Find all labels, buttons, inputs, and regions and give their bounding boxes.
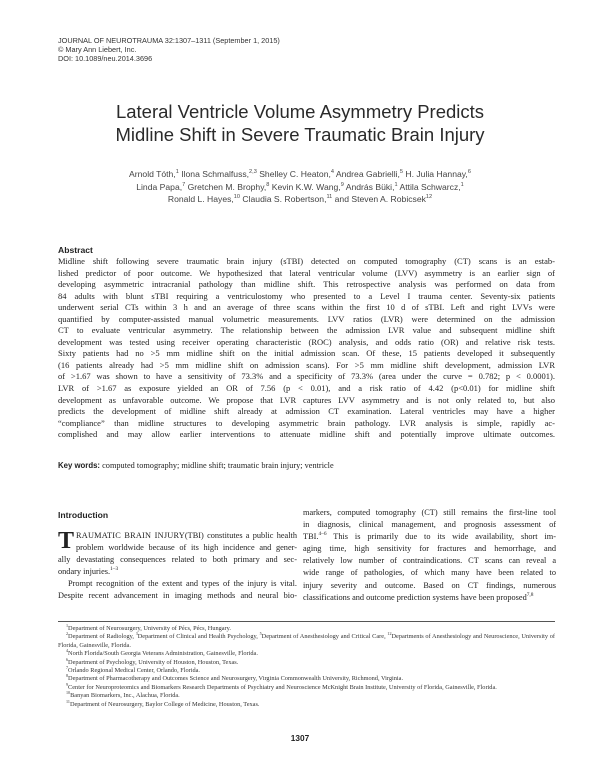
abstract-line: quantified by computer-assisted manual volumetric measurements. LVV ratios (LVR) were determined on the admission — [58, 313, 555, 324]
author-name: Gretchen M. Brophy, — [187, 181, 267, 192]
abstract-text — [58, 256, 555, 441]
affiliation-ref: 11 — [326, 194, 333, 201]
footnote-ref: 7 — [66, 664, 69, 670]
text-line — [303, 531, 556, 543]
footnote-text: Department of Radiology, — [68, 633, 136, 641]
abstract-line: lished predictor of poor outcome. We hypothesized that lateral ventricular volume (LVV) asymmetry is an earlier sign of — [58, 267, 555, 278]
journal-header — [58, 36, 280, 64]
author — [346, 182, 398, 192]
abstract-line: CT to evaluate ventricular asymmetry. The relationship between the admission LVR value and subsequent midline shift — [58, 325, 555, 336]
text-line: in diagnosis, clinical management, and prognosis assessment of — [303, 520, 556, 530]
page-number: 1307 — [290, 733, 310, 743]
author-name: Ilona Schmalfuss, — [181, 169, 250, 179]
affiliation-ref: 1 — [460, 181, 464, 188]
footnote-ref: 2 — [66, 631, 69, 637]
author-name: Kevin K.W. Wang, — [271, 181, 341, 192]
text-line: markers, computed tomography (CT) still remains the first-line tool — [303, 508, 556, 517]
citation-ref: 7,8 — [526, 591, 534, 598]
footnote-ref: 4 — [66, 648, 69, 654]
text-line — [58, 566, 297, 578]
footnote — [58, 656, 555, 667]
footnote-ref: 11 — [66, 698, 70, 704]
author-line — [0, 193, 600, 206]
abstract-line: predicts the development of midline shift already at admission CT examination. Lateral ventricles may have a higher — [58, 406, 555, 417]
text-line: ally devastating consequences related to both primary and sec- — [58, 555, 297, 565]
author-list — [0, 168, 600, 206]
text-line: Despite recent advancement in imaging methods and neural bio- — [58, 591, 297, 601]
author-name: H. Julia Hannay, — [405, 169, 468, 179]
affiliation-ref: 6 — [467, 169, 471, 176]
title-line: Lateral Ventricle Volume Asymmetry Predicts — [115, 101, 485, 122]
affiliation-ref: 12 — [425, 194, 433, 201]
affiliation-footnotes — [58, 622, 556, 709]
abstract-line: (16 patients already had >5 mm midline shift on admission scans). For >5 mm midline shift development, admission LVR — [58, 359, 555, 370]
intro-left-column — [58, 530, 297, 603]
abstract-line: Midline shift following severe traumatic brain injury (sTBI) detected on computed tomography (CT) scans is an estab- — [58, 256, 555, 266]
article-title — [0, 100, 600, 146]
keywords-label: Key words: — [58, 461, 101, 470]
footnote-text: Department of Pharmacotherapy and Outcomes Science and Neurosurgery, Virginia Commonwealth University, Richmond, Virginia. — [68, 675, 404, 683]
citation-ref: 4–6 — [318, 531, 327, 538]
abstract-line: development was tested using receiver operating characteristic (ROC) analysis, and odds ratio (OR) and relative risk tests. — [58, 336, 555, 347]
footnote — [58, 650, 555, 658]
footnote-text: Department of Neurosurgery, University of Pécs, Pécs, Hungary. — [68, 625, 231, 632]
author-line — [0, 168, 600, 181]
doi: DOI: 10.1089/neu.2014.3696 — [58, 54, 153, 64]
copyright: © Mary Ann Liebert, Inc. — [58, 45, 137, 55]
footnote-ref: 10 — [66, 690, 71, 696]
footnote-text: Banyan Biomarkers, Inc., Alachua, Florida. — [70, 692, 180, 700]
author — [336, 169, 403, 179]
affiliation-ref: 1 — [394, 181, 398, 188]
author-name: András Büki, — [345, 181, 395, 192]
author-name: Ronald L. Hayes, — [167, 194, 234, 204]
footnote-text: Department of Neurosurgery, Baylor College of Medicine, Houston, Texas. — [69, 700, 260, 708]
text-line: Prompt recognition of the extent and types of the injury is vital. — [68, 579, 297, 589]
author — [242, 194, 332, 204]
footnote-ref: 3 — [135, 631, 138, 637]
abstract-line: “compliance” than midline structures to developing asymmetric brain pathology. LVR analysis is simple, rapidly ac- — [58, 417, 555, 428]
footnote-text: Department of Psychology, University of Houston, Houston, Texas. — [68, 658, 239, 666]
author — [335, 194, 432, 204]
affiliation-ref: 7 — [182, 181, 186, 188]
abstract-heading: Abstract — [58, 245, 93, 255]
affiliation-ref: 1 — [175, 169, 179, 176]
author — [405, 169, 471, 179]
affiliation-ref: 8 — [266, 181, 270, 188]
text-fragment: ondary injuries. — [58, 567, 111, 577]
text-fragment: classifications and outcome prediction systems have been proposed — [303, 592, 527, 602]
author — [188, 182, 270, 192]
affiliation-ref: 5 — [399, 169, 404, 176]
introduction-heading: Introduction — [58, 510, 109, 520]
author-name: Linda Papa, — [136, 181, 183, 192]
footnote-text: Department of Anesthesiology and Critical Care, — [261, 633, 388, 641]
author-name: Andrea Gabrielli, — [335, 169, 400, 179]
author — [259, 169, 334, 179]
abstract-line: 84 adults with blunt sTBI requiring a ventriculostomy who presented to a Level I trauma center. Seventy-six patients — [58, 290, 555, 301]
affiliation-ref: 10 — [233, 194, 240, 201]
text-line: wide range of pathologies, of which many have been related to — [303, 568, 556, 578]
footnote-ref: 6 — [66, 656, 69, 662]
footnote — [58, 633, 555, 650]
text-line: injury severity and outcome. Based on CT findings, numerous — [303, 580, 556, 590]
author-name: Claudia S. Robertson, — [242, 194, 327, 204]
author — [136, 182, 185, 192]
abstract-line: developing asymmetric intracranial pathology than midline shift. This retrospective analysis was performed on data from — [58, 279, 555, 290]
text-line — [303, 592, 556, 604]
author-line — [0, 181, 600, 194]
footnote-text: Departments of Anesthesiology and Neuroscience, University of Florida, Gainesville, Florida. — [58, 633, 556, 649]
author — [168, 194, 240, 204]
footnote — [58, 692, 555, 700]
abstract-line: Sixty patients had no >5 mm midline shift on the initial admission scan. Of these, 15 patients developed it subsequently — [58, 348, 555, 359]
affiliation-ref: 2,3 — [249, 169, 257, 176]
abstract-line: development as unfavorable outcome. We propose that LVR captures LVV asymmetry and is not only related to, but also — [58, 394, 555, 405]
journal-citation: JOURNAL OF NEUROTRAUMA 32:1307–1311 (September 1, 2015) — [58, 36, 280, 45]
footnote-text: Orlando Regional Medical Center, Orlando, Florida. — [68, 667, 200, 675]
footnote-ref: 5 — [259, 631, 262, 637]
text-line: relatively low number of contraindications. CT scans can reveal a — [303, 556, 556, 566]
text-fragment: (TBI) constitutes a public health — [184, 531, 297, 540]
footnote-text: North Florida/South Georgia Veterans Administration, Gainesville, Florida. — [68, 650, 258, 658]
footnote-text: Center for Neuroproteomics and Biomarkers Research Departments of Psychiatry and Neuroscience McKnight Brain Institute, University of Florida, Gainesville, Florida. — [68, 683, 497, 691]
title-line: Midline Shift in Severe Traumatic Brain Injury — [115, 124, 485, 145]
text-fragment: TBI. — [303, 532, 319, 542]
keywords — [58, 461, 334, 470]
text-line: aging time, high sensitivity for fractures and hemorrhage, and — [303, 544, 556, 554]
footnote-text: Department of Clinical and Health Psychology, — [137, 633, 260, 641]
author-name: Shelley C. Heaton, — [259, 169, 331, 179]
drop-cap: T — [58, 528, 75, 554]
affiliation-ref: 9 — [340, 181, 344, 188]
author-name: Arnold Tóth, — [129, 169, 176, 179]
author — [272, 182, 344, 192]
footnote-divider — [58, 621, 555, 622]
citation-ref: 1–3 — [110, 566, 119, 573]
text-line — [58, 530, 297, 542]
footnote — [58, 675, 555, 683]
author — [181, 169, 257, 179]
text-line: problem worldwide because of its high incidence and gener- — [76, 543, 297, 553]
footnote — [58, 681, 555, 692]
footnote-ref: 12 — [387, 631, 392, 637]
author-name: and Steven A. Robicsek — [334, 194, 426, 204]
author — [129, 169, 179, 179]
abstract-line: LVR of >1.67 as exposure yielded an OR of 7.56 (p < 0.01), and a risk ratio of 4.42 (p<0.01) for midline shift — [58, 383, 555, 394]
small-caps-text: RAUMATIC BRAIN INJURY — [76, 531, 185, 540]
footnote-ref: 1 — [66, 622, 69, 628]
author — [400, 182, 464, 192]
author-name: Attila Schwarcz, — [399, 181, 461, 192]
text-fragment: This is primarily due to its wide availability, short im- — [326, 532, 556, 542]
abstract-line: underwent serial CTs within 3 h and an average of three scans within the first 10 d of sTBI. Left and right LVVs were — [58, 302, 555, 313]
footnote-ref: 9 — [66, 681, 69, 687]
affiliation-ref: 4 — [330, 169, 334, 176]
footnote — [58, 698, 555, 709]
intro-right-column — [303, 507, 556, 604]
footnote-ref: 8 — [66, 673, 69, 679]
keywords-text: computed tomography; midline shift; traumatic brain injury; ventricle — [102, 461, 334, 470]
abstract-line: of >1.67 was shown to have a sensitivity of 73.3% and a specificity of 73.3% (area under the curve = 0.782; p < 0.0001). — [58, 371, 555, 382]
abstract-line: complished and may allow earlier interventions to attenuate midline shift and potentially improve ultimate outcomes. — [58, 429, 555, 440]
